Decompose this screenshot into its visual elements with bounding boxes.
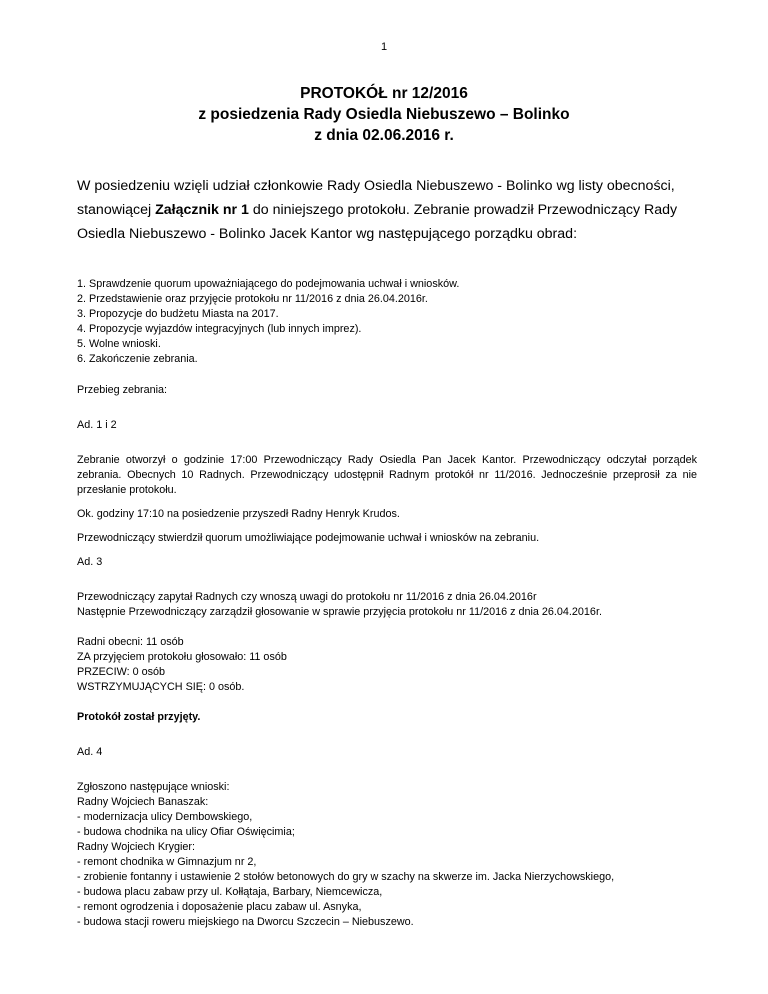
motion-line: - budowa placu zabaw przy ul. Kołłątaja, Barbary, Niemcewicza, — [77, 886, 383, 898]
accepted-statement — [77, 710, 697, 725]
section-heading-ad3: Ad. 3 — [77, 556, 103, 568]
intro-text-part1: W posiedzeniu wzięli udział członkowie Rady Osiedla Niebuszewo - Bolinko wg listy obecności, stanowiącej — [77, 178, 675, 218]
ad4-motions — [77, 780, 697, 930]
vote-line: WSTRZYMUJĄCYCH SIĘ: 0 osób. — [77, 681, 245, 693]
agenda-item: 3. Propozycje do budżetu Miasta na 2017. — [77, 308, 279, 320]
agenda-item: 6. Zakończenie zebrania. — [77, 353, 198, 365]
motion-line: - budowa stacji roweru miejskiego na Dworcu Szczecin – Niebuszewo. — [77, 916, 414, 928]
ad12-paragraph-1: Zebranie otworzył o godzinie 17:00 Przewodniczący Rady Osiedla Pan Jacek Kantor. Przewodniczący odczytał porządek zebrania. Obecnych 10 Radnych. Przewodniczący udostępnił Radnym protokół nr 11/2016. Jednocześnie przeprosił za nie przesłanie protokołu. — [77, 454, 697, 496]
motion-line: - modernizacja ulicy Dembowskiego, — [77, 811, 253, 823]
intro-text-part2: do niniejszego protokołu. Zebranie prowadził Przewodniczący Rady Osiedla Niebuszewo - Bolinko Jacek Kantor wg następującego porządku obrad: — [77, 202, 678, 242]
agenda-list — [77, 277, 697, 367]
motion-line: Radny Wojciech Krygier: — [77, 841, 196, 853]
proceedings-label: Przebieg zebrania: — [77, 384, 168, 396]
ad12-paragraph-2: Ok. godziny 17:10 na posiedzenie przyszedł Radny Henryk Krudos. — [77, 508, 400, 520]
agenda-item: 4. Propozycje wyjazdów integracyjnych (lub innych imprez). — [77, 323, 362, 335]
motion-line: - remont chodnika w Gimnazjum nr 2, — [77, 856, 257, 868]
vote-line: PRZECIW: 0 osób — [77, 666, 166, 678]
motion-line: - budowa chodnika na ulicy Ofiar Oświęcimia; — [77, 826, 295, 838]
agenda-item: 2. Przedstawienie oraz przyjęcie protokołu nr 11/2016 z dnia 26.04.2016r. — [77, 293, 428, 305]
section-heading-ad4: Ad. 4 — [77, 746, 103, 758]
agenda-item: 5. Wolne wnioski. — [77, 338, 161, 350]
ad12-paragraph-3: Przewodniczący stwierdził quorum umożliwiające podejmowanie uchwał i wniosków na zebraniu. — [77, 532, 540, 544]
motion-line: Radny Wojciech Banaszak: — [77, 796, 209, 808]
motion-line: - zrobienie fontanny i ustawienie 2 stołów betonowych do gry w szachy na skwerze im. Jacka Nierzychowskiego, — [77, 871, 615, 883]
document-body — [77, 277, 697, 930]
intro-paragraph — [77, 174, 697, 246]
vote-line: ZA przyjęciem protokołu głosowało: 11 osób — [77, 651, 287, 663]
ad3-line-2: Następnie Przewodniczący zarządził głosowanie w sprawie przyjęcia protokołu nr 11/2016 z dnia 26.04.2016r. — [77, 606, 602, 618]
section-heading-ad12: Ad. 1 i 2 — [77, 419, 117, 431]
title-line-1: PROTOKÓŁ nr 12/2016 — [300, 85, 468, 102]
title-line-2: z posiedzenia Rady Osiedla Niebuszewo – Bolinko — [198, 106, 570, 123]
page-number: 1 — [380, 41, 388, 53]
motion-line: Zgłoszono następujące wnioski: — [77, 781, 230, 793]
accepted-text: Protokół został przyjęty. — [77, 711, 201, 723]
attachment-reference: Załącznik nr 1 — [155, 202, 249, 218]
title-line-3: z dnia 02.06.2016 r. — [314, 127, 454, 144]
document-title — [0, 83, 768, 146]
vote-line: Radni obecni: 11 osób — [77, 636, 184, 648]
agenda-item: 1. Sprawdzenie quorum upoważniającego do podejmowania uchwał i wniosków. — [77, 278, 460, 290]
motion-line: - remont ogrodzenia i doposażenie placu zabaw ul. Asnyka, — [77, 901, 362, 913]
ad3-text — [77, 590, 697, 620]
ad3-line-1: Przewodniczący zapytał Radnych czy wnoszą uwagi do protokołu nr 11/2016 z dnia 26.04.2016r — [77, 591, 537, 603]
vote-results — [77, 635, 697, 695]
